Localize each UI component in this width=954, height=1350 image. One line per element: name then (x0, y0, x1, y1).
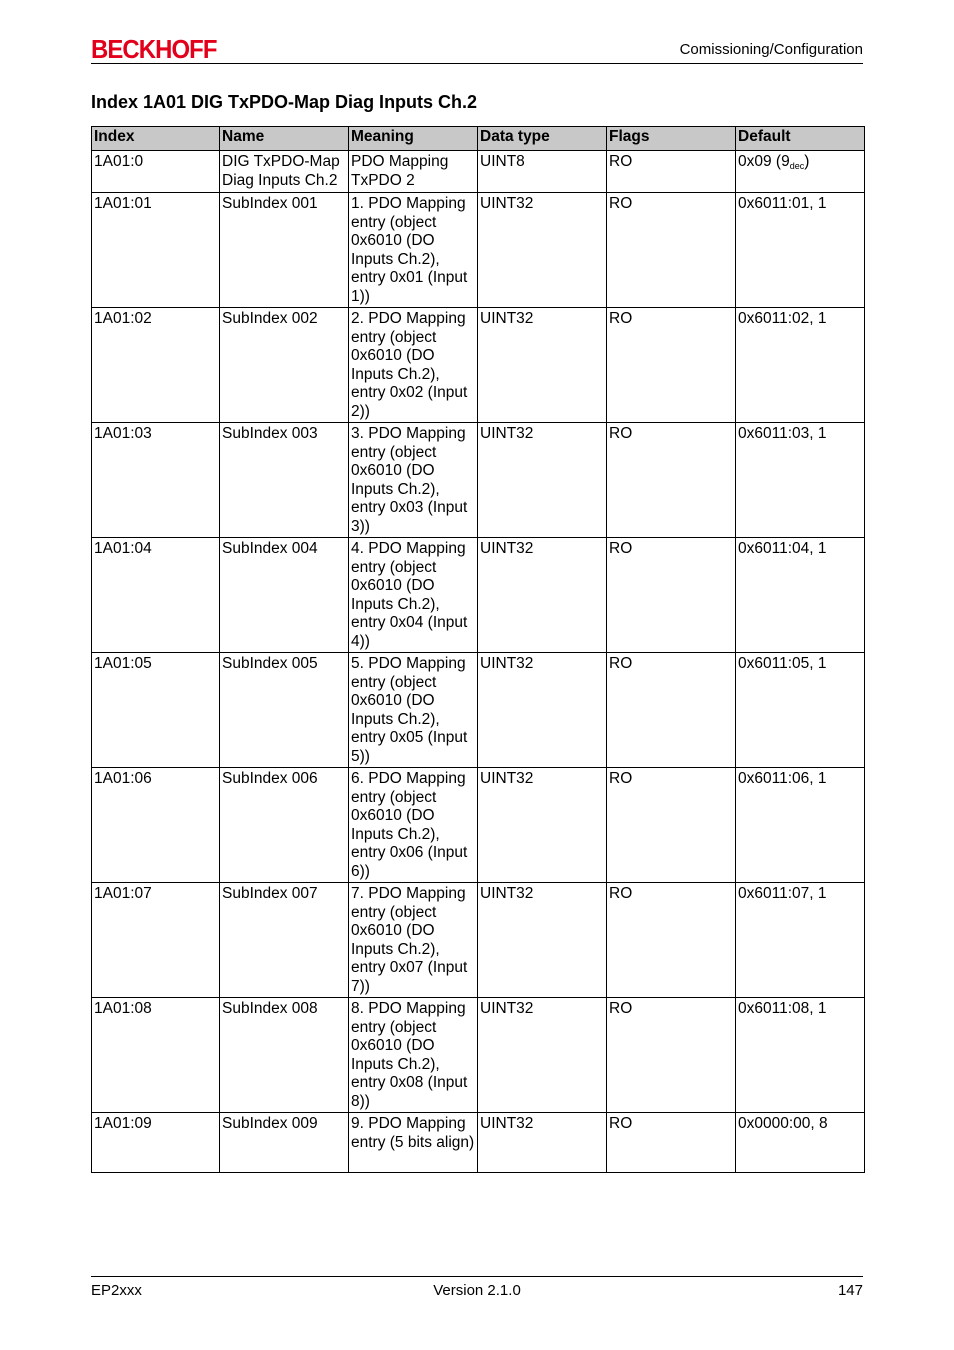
cell-flags: RO (607, 538, 736, 653)
cell-data-type: UINT32 (478, 998, 607, 1113)
column-header-index: Index (92, 127, 220, 151)
cell-index: 1A01:08 (92, 998, 220, 1113)
footer-rule (91, 1276, 863, 1277)
cell-name: SubIndex 005 (220, 653, 349, 768)
beckhoff-logo: BECKHOFF (91, 34, 217, 64)
footer-version: Version 2.1.0 (433, 1282, 521, 1299)
cell-default: 0x6011:08, 1 (736, 998, 865, 1113)
cell-data-type: UINT32 (478, 538, 607, 653)
cell-meaning: 6. PDO Mapping entry (object 0x6010 (DO Inputs Ch.2), entry 0x06 (Input 6)) (349, 768, 478, 883)
column-header-meaning: Meaning (349, 127, 478, 151)
cell-meaning: 4. PDO Mapping entry (object 0x6010 (DO Inputs Ch.2), entry 0x04 (Input 4)) (349, 538, 478, 653)
footer-product: EP2xxx (91, 1282, 142, 1299)
cell-flags: RO (607, 193, 736, 308)
cell-flags: RO (607, 308, 736, 423)
cell-index: 1A01:04 (92, 538, 220, 653)
column-header-flags: Flags (607, 127, 736, 151)
column-header-name: Name (220, 127, 349, 151)
column-header-default: Default (736, 127, 865, 151)
cell-meaning: 7. PDO Mapping entry (object 0x6010 (DO Inputs Ch.2), entry 0x07 (Input 7)) (349, 883, 478, 998)
cell-index: 1A01:01 (92, 193, 220, 308)
cell-meaning: 8. PDO Mapping entry (object 0x6010 (DO Inputs Ch.2), entry 0x08 (Input 8)) (349, 998, 478, 1113)
cell-default: 0x6011:06, 1 (736, 768, 865, 883)
column-header-data-type: Data type (478, 127, 607, 151)
cell-meaning: 9. PDO Mapping entry (5 bits align) (349, 1113, 478, 1173)
section-header: Comissioning/Configuration (679, 41, 863, 58)
cell-default (736, 151, 865, 193)
cell-data-type: UINT32 (478, 653, 607, 768)
cell-name: SubIndex 004 (220, 538, 349, 653)
cell-index: 1A01:0 (92, 151, 220, 193)
cell-name: SubIndex 006 (220, 768, 349, 883)
cell-index: 1A01:09 (92, 1113, 220, 1173)
table-row (92, 193, 865, 308)
cell-default: 0x6011:04, 1 (736, 538, 865, 653)
cell-meaning: PDO Mapping TxPDO 2 (349, 151, 478, 193)
cell-name: SubIndex 007 (220, 883, 349, 998)
table-header-row (92, 127, 865, 151)
cell-meaning: 3. PDO Mapping entry (object 0x6010 (DO Inputs Ch.2), entry 0x03 (Input 3)) (349, 423, 478, 538)
cell-flags: RO (607, 653, 736, 768)
cell-default: 0x0000:00, 8 (736, 1113, 865, 1173)
cell-flags: RO (607, 883, 736, 998)
default-suffix: ) (804, 153, 810, 170)
table-row (92, 1113, 865, 1173)
cell-default: 0x6011:05, 1 (736, 653, 865, 768)
table-row (92, 423, 865, 538)
cell-index: 1A01:02 (92, 308, 220, 423)
cell-default: 0x6011:07, 1 (736, 883, 865, 998)
cell-name: SubIndex 008 (220, 998, 349, 1113)
default-subscript: dec (789, 161, 805, 171)
page-title: Index 1A01 DIG TxPDO-Map Diag Inputs Ch.2 (91, 92, 478, 112)
cell-data-type: UINT32 (478, 193, 607, 308)
cell-default: 0x6011:01, 1 (736, 193, 865, 308)
cell-flags: RO (607, 1113, 736, 1173)
page-number: 147 (837, 1282, 863, 1299)
header-rule (91, 63, 863, 64)
cell-index: 1A01:05 (92, 653, 220, 768)
cell-flags: RO (607, 151, 736, 193)
table-row (92, 768, 865, 883)
cell-name: SubIndex 003 (220, 423, 349, 538)
cell-data-type: UINT32 (478, 423, 607, 538)
cell-data-type: UINT32 (478, 883, 607, 998)
cell-flags: RO (607, 998, 736, 1113)
cell-data-type: UINT32 (478, 308, 607, 423)
object-table (91, 126, 865, 1173)
cell-meaning: 5. PDO Mapping entry (object 0x6010 (DO Inputs Ch.2), entry 0x05 (Input 5)) (349, 653, 478, 768)
cell-data-type: UINT32 (478, 768, 607, 883)
cell-name: SubIndex 009 (220, 1113, 349, 1173)
cell-name: SubIndex 001 (220, 193, 349, 308)
table-row (92, 308, 865, 423)
cell-index: 1A01:06 (92, 768, 220, 883)
cell-index: 1A01:07 (92, 883, 220, 998)
cell-data-type: UINT32 (478, 1113, 607, 1173)
table-row (92, 538, 865, 653)
cell-flags: RO (607, 423, 736, 538)
cell-default: 0x6011:02, 1 (736, 308, 865, 423)
table-row (92, 653, 865, 768)
cell-meaning: 1. PDO Mapping entry (object 0x6010 (DO Inputs Ch.2), entry 0x01 (Input 1)) (349, 193, 478, 308)
cell-flags: RO (607, 768, 736, 883)
cell-default: 0x6011:03, 1 (736, 423, 865, 538)
default-value: 0x09 (9 (738, 153, 790, 170)
cell-name: SubIndex 002 (220, 308, 349, 423)
table-row (92, 151, 865, 193)
cell-data-type: UINT8 (478, 151, 607, 193)
table-row (92, 998, 865, 1113)
cell-meaning: 2. PDO Mapping entry (object 0x6010 (DO Inputs Ch.2), entry 0x02 (Input 2)) (349, 308, 478, 423)
table-row (92, 883, 865, 998)
cell-name: DIG TxPDO-Map Diag Inputs Ch.2 (220, 151, 349, 193)
cell-index: 1A01:03 (92, 423, 220, 538)
